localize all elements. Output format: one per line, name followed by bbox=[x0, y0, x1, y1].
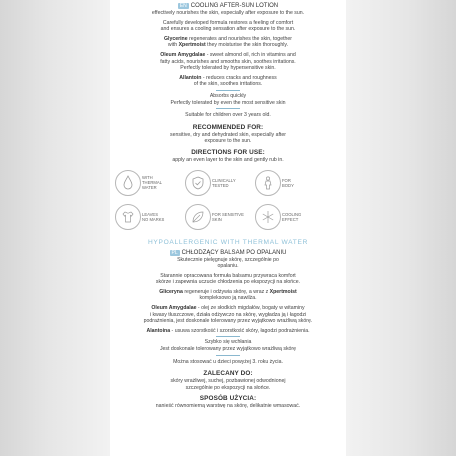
pl-glycerine-text: regeneruje i odżywia skórę, a wraz z bbox=[182, 288, 270, 295]
pl-allantoin-paragraph bbox=[110, 328, 346, 335]
en-intro bbox=[110, 20, 346, 33]
en-allantoin-paragraph bbox=[110, 75, 346, 88]
en-intro-line: and ensures a cooling sensation after exposure to the sun. bbox=[160, 26, 296, 33]
pl-claim: Jest doskonale tolerowany przez wyjątkowo wrażliwą skórę bbox=[159, 346, 297, 353]
en-oleum-text: - sweet almond oil, rich in vitamins and bbox=[205, 51, 296, 58]
pl-language-badge: PL bbox=[171, 249, 178, 256]
pl-oleum-text: podrażnienia, jest doskonale tolerowany przez wyjątkowo wrażliwą skórę. bbox=[143, 318, 313, 325]
icon-label-line: SKIN bbox=[212, 216, 222, 222]
en-claims bbox=[110, 93, 346, 106]
icon-label-line: FOR SENSITIVE bbox=[212, 211, 244, 217]
en-recommended-heading: RECOMMENDED FOR: bbox=[192, 123, 264, 131]
en-lead: effectively nourishes the skin, especially after exposure to the sun. bbox=[151, 10, 305, 16]
leaf-icon bbox=[185, 204, 211, 230]
pl-claims bbox=[110, 339, 346, 352]
en-title-row bbox=[110, 3, 346, 10]
pl-intro-line: skórze i zapewnia uczucie chłodzenia po ekspozycji na słońce. bbox=[155, 279, 301, 286]
pl-lead bbox=[110, 257, 346, 270]
icon-label-line: THERMAL bbox=[142, 180, 163, 185]
icon-label-line: LEAVES bbox=[142, 211, 158, 217]
pl-oleum-paragraph bbox=[110, 305, 346, 325]
en-glycerine-name: Glycerine bbox=[163, 35, 188, 42]
divider bbox=[216, 355, 240, 356]
icon-label-cooling-effect bbox=[282, 212, 322, 222]
pl-recommended-line: skóry wrażliwej, suchej, pozbawionej odwodnionej bbox=[170, 378, 286, 385]
icon-label-line: WATER bbox=[142, 185, 157, 190]
pl-oleum-text: i kwasy tłuszczowe, działa odżywczo na skórę, wygładza ją i łagodzi bbox=[149, 311, 307, 318]
divider bbox=[216, 336, 240, 337]
icon-label-line: COOLING bbox=[282, 211, 302, 217]
en-intro-line: Carefully developed formula restores a feeling of comfort bbox=[162, 19, 294, 26]
en-directions-text: apply an even layer to the skin and gently rub in. bbox=[172, 156, 284, 163]
right-shadow bbox=[346, 0, 456, 456]
snowflake-icon bbox=[255, 204, 281, 230]
water-drop-icon bbox=[115, 170, 141, 196]
en-children-note: Suitable for children over 3 years old. bbox=[185, 112, 271, 119]
pl-title: CHŁODZĄCY BALSAM PO OPALANIU bbox=[181, 249, 287, 256]
en-title: COOLING AFTER-SUN LOTION bbox=[190, 3, 279, 9]
pl-recommended-text bbox=[110, 378, 346, 391]
en-allantoin-text: of the skin, soothes irritations. bbox=[193, 81, 263, 88]
en-claim: Absorbs quickly bbox=[209, 92, 247, 99]
pl-oleum-name: Oleum Amygdalae bbox=[151, 305, 197, 312]
en-directions-heading: DIRECTIONS FOR USE: bbox=[191, 148, 265, 156]
en-glycerine-text: they moisturise the skin thoroughly. bbox=[205, 42, 289, 49]
pl-directions-text: nanieść równomierną warstwę na skórę, delikatnie wmasować. bbox=[155, 403, 301, 410]
en-oleum-text: Perfectly tolerated by hypersensitive skin. bbox=[180, 65, 276, 72]
icon-label-line: TESTED bbox=[212, 182, 229, 188]
icon-label-line: FOR bbox=[282, 177, 291, 183]
pl-allantoin-name: Alantoina bbox=[146, 327, 171, 334]
pl-title-row bbox=[110, 250, 346, 257]
icon-label-line: WITH bbox=[142, 175, 153, 180]
icon-label-sensitive-skin bbox=[212, 212, 252, 222]
pl-children-note: Można stosować u dzieci powyżej 3. roku życia. bbox=[173, 358, 283, 365]
icon-label-thermal-water bbox=[142, 175, 182, 190]
en-recommended-line: sensitive, dry and dehydrated skin, especially after bbox=[170, 131, 286, 138]
pl-intro bbox=[110, 273, 346, 286]
en-glycerine-text: regenerates and nourishes the skin, together bbox=[187, 35, 293, 42]
en-claim: Perfectly tolerated by even the most sensitive skin bbox=[170, 99, 286, 106]
pl-directions-heading: SPOSÓB UŻYCIA: bbox=[199, 395, 257, 403]
tagline: HYPOALLERGENIC WITH THERMAL WATER bbox=[147, 238, 309, 246]
product-label bbox=[110, 0, 346, 456]
icon-label-line: BODY bbox=[282, 182, 294, 188]
pl-xpertmoist-name: Xpertmoist bbox=[269, 288, 297, 295]
shield-check-icon bbox=[185, 170, 211, 196]
en-oleum-paragraph bbox=[110, 52, 346, 72]
icon-label-clinically-tested bbox=[212, 178, 252, 188]
icon-label-line: CLINICALLY bbox=[212, 177, 236, 183]
en-allantoin-text: - reduces cracks and roughness bbox=[201, 74, 277, 81]
icon-label-line: EFFECT bbox=[282, 216, 299, 222]
pl-recommended-line: szczególnie po ekspozycji na słońce. bbox=[185, 384, 271, 391]
left-shadow bbox=[0, 0, 110, 456]
pl-lead-line: opalaniu. bbox=[217, 263, 239, 270]
en-language-badge: EN bbox=[179, 3, 187, 9]
en-allantoin-name: Allantoin bbox=[179, 74, 202, 81]
pl-glycerine-text: kompleksowo ją nawilża. bbox=[199, 295, 257, 302]
en-glycerine-paragraph bbox=[110, 36, 346, 49]
pl-glycerine-name: Gliceryna bbox=[159, 288, 183, 295]
en-recommended-line: exposure to the sun. bbox=[204, 138, 252, 145]
en-xpertmoist-name: Xpertmoist bbox=[178, 42, 206, 49]
pl-intro-line: Starannie opracowana formuła balsamu przywraca komfort bbox=[160, 272, 296, 279]
en-recommended-text bbox=[110, 132, 346, 145]
feature-icons-grid bbox=[112, 168, 346, 232]
icon-label-leaves-no-marks bbox=[142, 212, 182, 222]
icon-label-for-body bbox=[282, 178, 322, 188]
en-glycerine-text: with bbox=[167, 42, 179, 49]
pl-glycerine-paragraph bbox=[110, 289, 346, 302]
icon-label-line: NO MARKS bbox=[142, 216, 165, 222]
body-silhouette-icon bbox=[255, 170, 281, 196]
en-oleum-name: Oleum Amygdalae bbox=[160, 51, 206, 58]
divider bbox=[216, 108, 240, 109]
pl-oleum-text: - olej ze słodkich migdałów, bogaty w witaminy bbox=[196, 305, 305, 312]
en-oleum-text: fatty acids, nourishes and smooths skin, soothes irritations. bbox=[160, 58, 296, 65]
pl-claim: Szybko się wchłania bbox=[204, 339, 252, 346]
divider bbox=[216, 90, 240, 91]
shirt-icon bbox=[115, 204, 141, 230]
pl-lead-line: Skutecznie pielęgnuje skórę, szczególnie po bbox=[177, 256, 279, 263]
pl-recommended-heading: ZALECANY DO: bbox=[203, 370, 253, 378]
pl-allantoin-text: - usuwa szorstkość i szorstkość skóry, łagodzi podrażnienia. bbox=[170, 327, 310, 334]
